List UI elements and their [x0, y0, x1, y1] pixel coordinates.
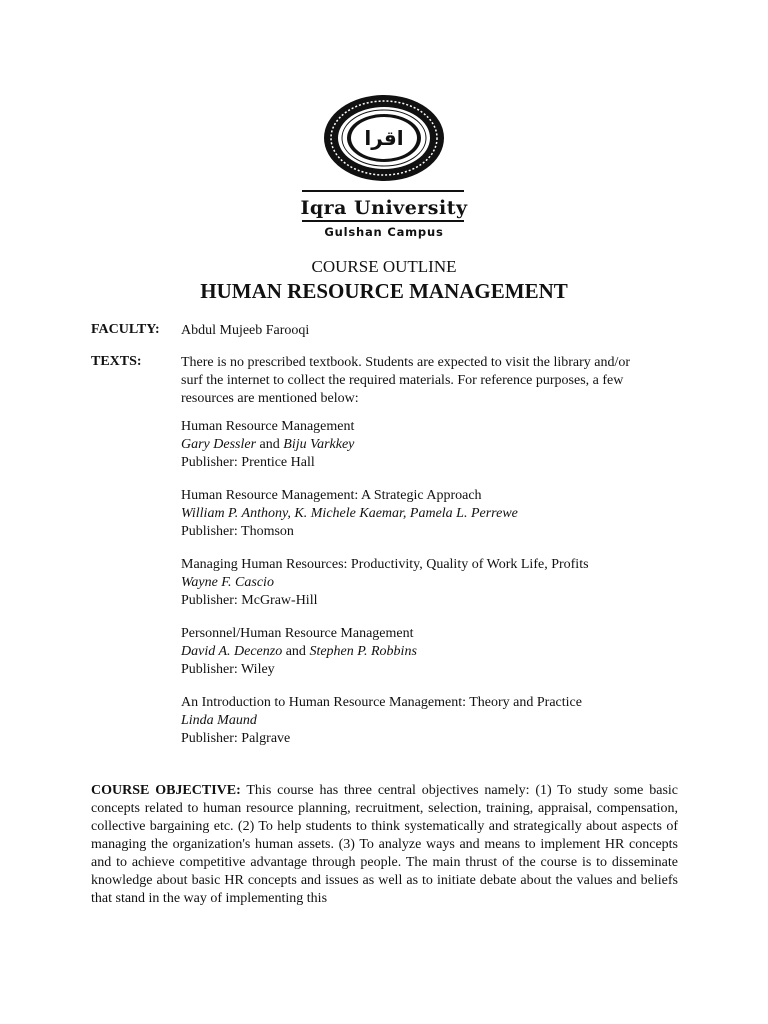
logo-divider-top	[302, 190, 464, 192]
reference-item	[181, 625, 651, 679]
reference-publisher: Publisher: Palgrave	[181, 731, 291, 746]
outline-heading: COURSE OUTLINE	[311, 257, 457, 276]
faculty-label: FACULTY:	[91, 322, 160, 337]
reference-title: Human Resource Management	[181, 419, 355, 434]
reference-publisher: Publisher: McGraw-Hill	[181, 593, 318, 608]
logo-divider-bottom	[302, 220, 464, 222]
reference-item	[181, 694, 651, 748]
reference-author: William P. Anthony, K. Michele Kaemar, Pamela L. Perrewe	[181, 506, 518, 521]
course-objective	[91, 782, 678, 908]
university-logo	[0, 94, 768, 182]
course-objective-body: This course has three central objectives namely: (1) To study some basic concepts related to human resource planning, recruitment, selection, training, appraisal, compensation, collective bargaining etc. (2) To help students to think systematically and strategically about aspects of managing the organization's human assets. (3) To analyze ways and means to implement HR concepts and to achieve competitive advantage through people. The main thrust of the course is to disseminate knowledge about basic HR concepts and issues as well as to initiate debate about the values and beliefs that stand in the way of implementing this	[91, 783, 679, 906]
author-joiner: and	[285, 644, 306, 659]
reference-author: Gary Dessler	[181, 437, 257, 452]
reference-publisher: Publisher: Wiley	[181, 662, 275, 677]
reference-title: An Introduction to Human Resource Management: Theory and Practice	[181, 695, 582, 710]
reference-author: Biju Varkkey	[283, 437, 355, 452]
reference-title: Managing Human Resources: Productivity, Quality of Work Life, Profits	[181, 557, 589, 572]
university-name: Iqra University	[300, 197, 468, 219]
reference-publisher: Publisher: Thomson	[181, 524, 294, 539]
seal-lettering: اقرا	[364, 126, 404, 150]
faculty-name: Abdul Mujeeb Farooqi	[181, 323, 310, 338]
reference-publisher: Publisher: Prentice Hall	[181, 455, 315, 470]
texts-intro: There is no prescribed textbook. Students are expected to visit the library and/or surf the internet to collect the required materials. For reference purposes, a few resources are mentioned below:	[181, 355, 631, 406]
reference-title: Human Resource Management: A Strategic Approach	[181, 488, 482, 503]
course-objective-label: COURSE OBJECTIVE:	[91, 783, 241, 798]
reference-item	[181, 556, 651, 610]
reference-item	[181, 418, 651, 472]
course-title: HUMAN RESOURCE MANAGEMENT	[200, 279, 568, 303]
reference-item	[181, 487, 651, 541]
campus-name: Gulshan Campus	[324, 225, 444, 239]
reference-author: David A. Decenzo	[181, 644, 283, 659]
reference-author: Linda Maund	[181, 713, 257, 728]
reference-author: Stephen P. Robbins	[309, 644, 417, 659]
university-seal-icon	[323, 94, 445, 182]
texts-label: TEXTS:	[91, 354, 142, 369]
reference-title: Personnel/Human Resource Management	[181, 626, 414, 641]
reference-author: Wayne F. Cascio	[181, 575, 274, 590]
author-joiner: and	[259, 437, 280, 452]
